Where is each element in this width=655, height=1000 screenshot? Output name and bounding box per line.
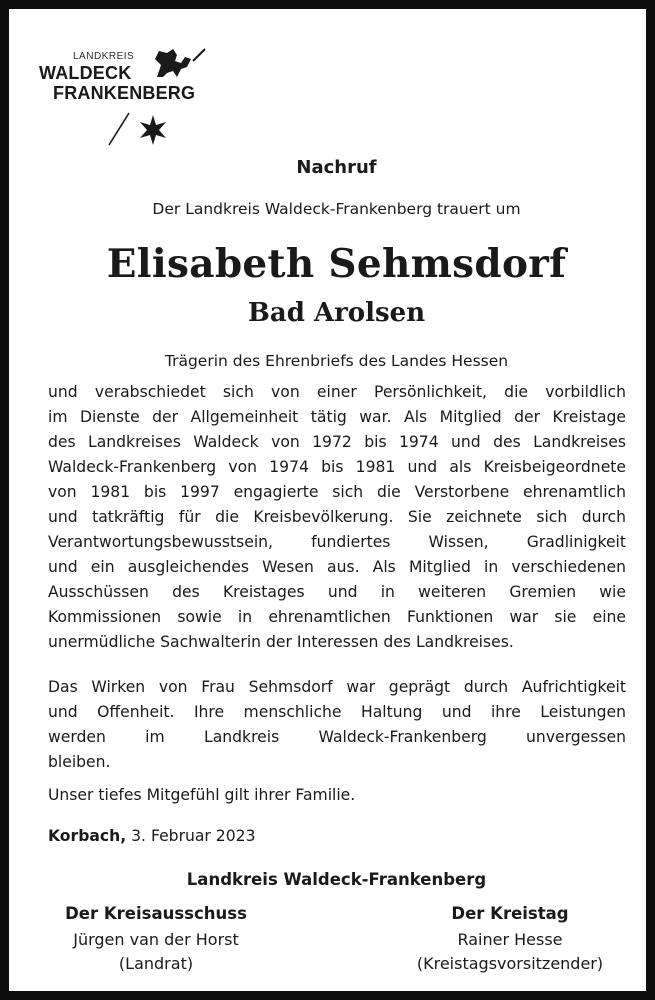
place-date — [48, 827, 256, 845]
text-line: Unser tiefes Mitgefühl gilt ihrer Familie. — [48, 786, 356, 804]
lion-icon — [147, 47, 207, 81]
signature-body: Der Kreisausschuss — [65, 904, 247, 923]
star-icon — [105, 109, 175, 149]
text-line: des Landkreises Waldeck von 1972 bis 1974 und des Landkreises — [48, 433, 626, 451]
text-line: bleiben. — [48, 753, 111, 771]
text-line: Waldeck-Frankenberg von 1974 bis 1981 und als Kreisbeigeordnete — [48, 458, 626, 476]
paragraph-1 — [48, 380, 626, 655]
text-line: werden im Landkreis Waldeck-Frankenberg unvergessen — [48, 728, 626, 746]
signature-name: Jürgen van der Horst — [73, 930, 239, 949]
signature-role: (Landrat) — [118, 954, 194, 973]
text-line: Das Wirken von Frau Sehmsdorf war geprägt durch Aufrichtigkeit — [48, 678, 626, 696]
logo-line-frankenberg: FRANKENBERG — [53, 83, 196, 103]
text-line: und ein ausgleichendes Wesen aus. Als Mitglied in verschiedenen — [48, 558, 626, 576]
signature-name: Rainer Hesse — [457, 930, 563, 949]
logo-line-waldeck: WALDECK — [39, 63, 132, 83]
intro-line: Der Landkreis Waldeck-Frankenberg trauert um — [152, 200, 521, 218]
text-line: Ausschüssen des Kreistages und in weiteren Gremien wie — [48, 583, 626, 601]
deceased-name: Elisabeth Sehmsdorf — [106, 241, 567, 287]
text-line: unermüdliche Sachwalterin der Interessen des Landkreises. — [48, 633, 514, 651]
paragraph-3 — [48, 783, 626, 808]
signature-kreistag — [395, 900, 625, 976]
text-line: von 1981 bis 1997 engagierte sich die Verstorbene ehrenamtlich — [48, 483, 626, 501]
place: Korbach, — [48, 827, 127, 845]
honor-line: Trägerin des Ehrenbriefs des Landes Hessen — [164, 352, 509, 370]
date: 3. Februar 2023 — [131, 827, 256, 845]
text-line: und tatkräftig für die Kreisbevölkerung. Sie zeichnete sich durch — [48, 508, 626, 526]
signature-role: (Kreistagsvorsitzender) — [416, 954, 604, 973]
deceased-place: Bad Arolsen — [247, 298, 426, 328]
signing-organization: Landkreis Waldeck-Frankenberg — [186, 870, 487, 889]
logo-line-landkreis: LANDKREIS — [73, 51, 135, 62]
text-line: Verantwortungsbewusstsein, fundiertes Wissen, Gradlinigkeit — [48, 533, 626, 551]
signature-kreisausschuss — [51, 900, 261, 976]
signature-body: Der Kreistag — [451, 904, 569, 923]
district-logo — [39, 45, 249, 147]
text-line: und Offenheit. Ihre menschliche Haltung und ihre Leistungen — [48, 703, 626, 721]
paragraph-2 — [48, 675, 626, 775]
text-line: Kommissionen sowie in ehrenamtlichen Funktionen war sie eine — [48, 608, 626, 626]
text-line: und verabschiedet sich von einer Persönlichkeit, die vorbildlich — [48, 383, 626, 401]
heading-nachruf: Nachruf — [296, 157, 377, 178]
text-line: im Dienste der Allgemeinheit tätig war. Als Mitglied der Kreistage — [48, 408, 626, 426]
